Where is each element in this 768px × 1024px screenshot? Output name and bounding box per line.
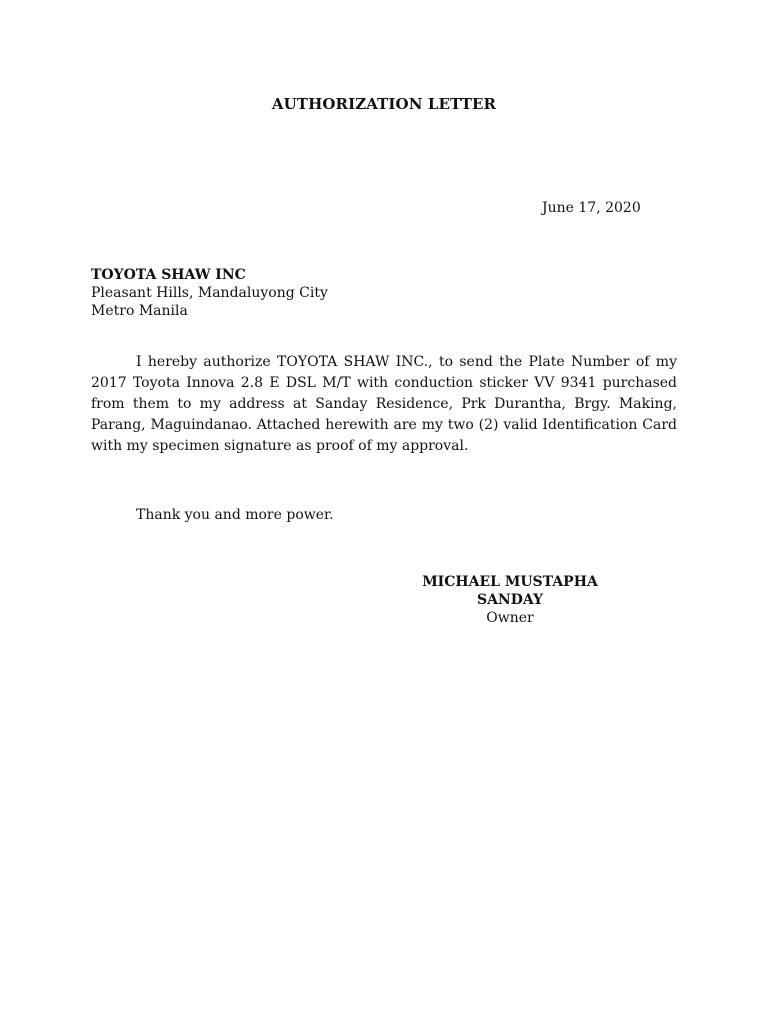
- recipient-address-line1: Pleasant Hills, Mandaluyong City: [91, 285, 328, 301]
- recipient-address-line2: Metro Manila: [91, 303, 188, 319]
- letter-title: AUTHORIZATION LETTER: [271, 95, 497, 113]
- recipient-block: [91, 266, 328, 320]
- letter-date: June 17, 2020: [542, 200, 641, 216]
- signer-title: Owner: [486, 610, 534, 626]
- recipient-name: TOYOTA SHAW INC: [91, 267, 246, 283]
- letter-closing: Thank you and more power.: [136, 507, 334, 523]
- signature-block: [395, 573, 625, 627]
- letter-body: I hereby authorize TOYOTA SHAW INC., to send the Plate Number of my 2017 Toyota Innova 2.8 E DSL M/T with conduction sticker VV 9341 purchased from them to my address at Sanday Residence, Prk Durantha, Brgy. Making, Parang, Maguindanao. Attached herewith are my two (2) valid Identification Card with my specimen signature as proof of my approval.: [91, 354, 677, 454]
- signer-name: MICHAEL MUSTAPHA SANDAY: [422, 574, 598, 608]
